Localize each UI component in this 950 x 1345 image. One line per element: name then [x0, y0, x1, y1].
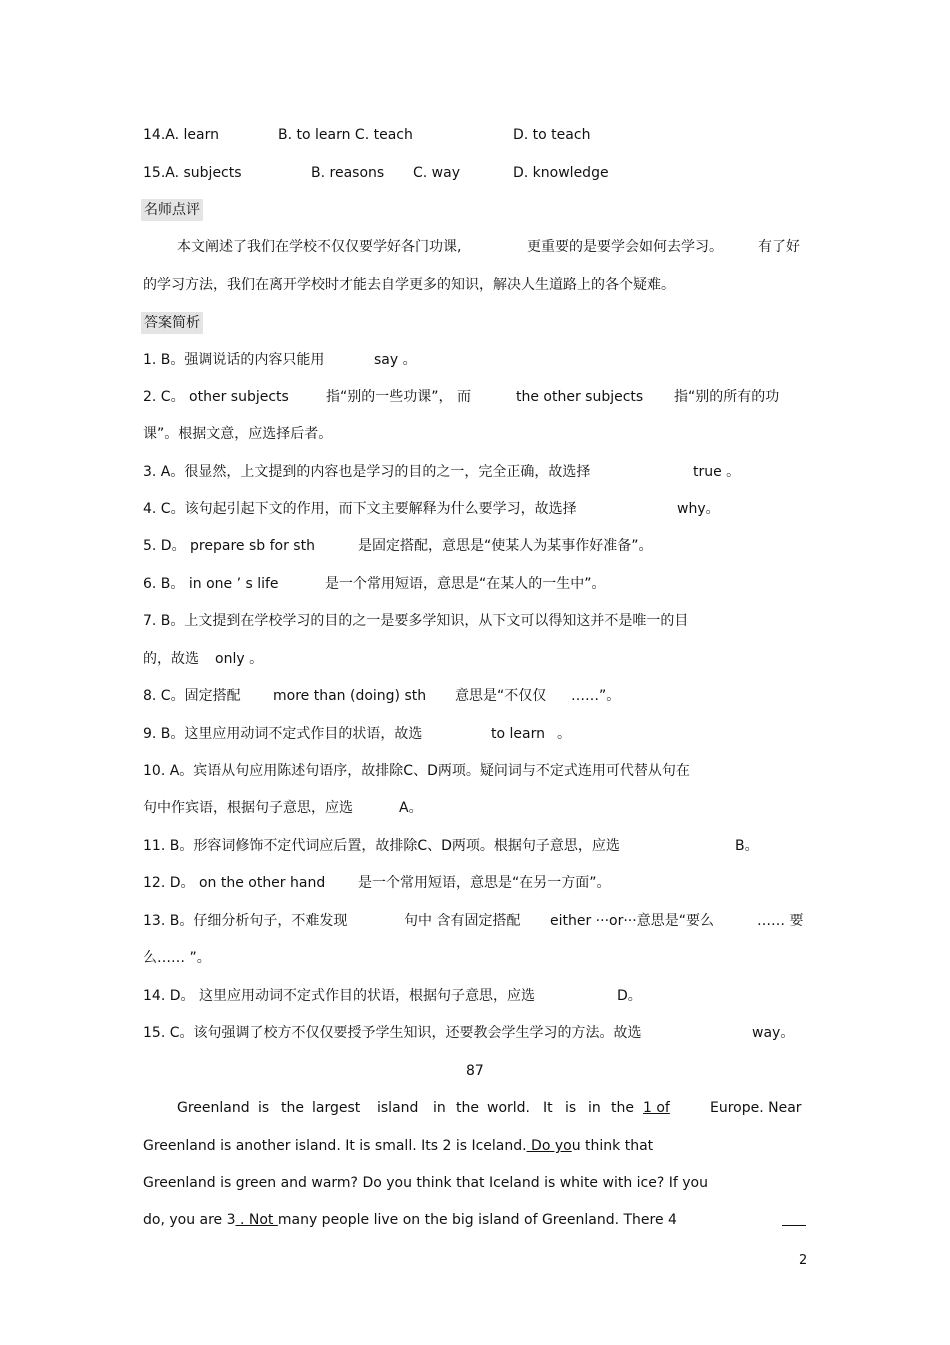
passage-blank-3: . Not: [235, 1212, 278, 1228]
answer-7-cont: 的，故选: [143, 651, 199, 667]
passage-word: largest: [312, 1100, 361, 1116]
answer-2-cont: 课”。根据文意，应选择后者。: [143, 426, 333, 442]
comment-text-1c: 有了好: [758, 239, 800, 255]
answer-2: 2. C。 other subjects: [143, 389, 289, 405]
answer-10: 10. A。宾语从句应用陈述句语序，故排除C、D两项。疑问词与不定式连用可代替从句在: [143, 763, 690, 779]
passage-word: Greenland: [177, 1100, 250, 1116]
answer-6-b: 是一个常用短语，意思是“在某人的一生中”。: [325, 576, 606, 592]
option-14-a: 14.A. learn: [143, 127, 219, 143]
answer-3-word: true 。: [693, 464, 741, 480]
passage-word: island: [377, 1100, 419, 1116]
answer-10-cont: 句中作宾语，根据句子意思，应选: [143, 800, 353, 816]
section-number: 87: [466, 1063, 484, 1079]
passage-line-2-text: Greenland is another island. It is small. Its 2 is Iceland.: [143, 1138, 527, 1154]
option-15-a: 15.A. subjects: [143, 165, 242, 181]
comment-text-1b: 更重要的是要学会如何去学习。: [527, 239, 723, 255]
answer-15-word: way。: [752, 1025, 795, 1041]
option-15-d: D. knowledge: [513, 165, 609, 181]
answer-4: 4. C。该句起引起下文的作用，而下文主要解释为什么要学习，故选择: [143, 501, 577, 517]
passage-word: in: [588, 1100, 601, 1116]
answer-1-word: say 。: [374, 352, 417, 368]
answer-10-word: A。: [399, 800, 423, 816]
comment-text-2: 的学习方法，我们在离开学校时才能去自学更多的知识，解决人生道路上的各个疑难。: [143, 277, 675, 293]
page-number: 2: [799, 1253, 808, 1268]
passage-word: in: [433, 1100, 446, 1116]
passage-word: the: [611, 1100, 634, 1116]
passage-word: world.: [487, 1100, 530, 1116]
option-14-d: D. to teach: [513, 127, 591, 143]
comment-label: 名师点评: [141, 199, 203, 221]
answer-13-b: 句中 含有固定搭配: [404, 913, 521, 929]
answer-7: 7. B。上文提到在学校学习的目的之一是要多学知识，从下文可以得知这并不是唯一的目: [143, 613, 689, 629]
answer-13-d: …… 要: [757, 913, 804, 929]
passage-line-2-underlined: Do yo: [526, 1138, 572, 1154]
answer-2-b: 指“别的一些功课”， 而: [326, 389, 471, 405]
answer-12-b: 是一个常用短语，意思是“在另一方面”。: [358, 875, 611, 891]
answer-9-end: 。: [557, 726, 571, 742]
answer-2-c: the other subjects: [516, 389, 644, 405]
passage-word: the: [456, 1100, 479, 1116]
passage-word: It: [543, 1100, 553, 1116]
passage-line-4: [143, 1210, 677, 1230]
answer-1: 1. B。强调说话的内容只能用: [143, 352, 325, 368]
passage-word: is: [258, 1100, 270, 1116]
passage-line-3: Greenland is green and warm? Do you think that Iceland is white with ice? If you: [143, 1175, 708, 1191]
comment-text-1: 本文阐述了我们在学校不仅仅要学好各门功课,: [177, 239, 462, 255]
answer-12: 12. D。 on the other hand: [143, 875, 326, 891]
answer-14-word: D。: [617, 988, 642, 1004]
option-15-b: B. reasons: [311, 165, 385, 181]
answer-5: 5. D。 prepare sb for sth: [143, 538, 315, 554]
passage-line-1-end: Europe. Near: [710, 1100, 802, 1116]
answer-9: 9. B。这里应用动词不定式作目的状语，故选: [143, 726, 423, 742]
answer-11: 11. B。形容词修饰不定代词应后置，故排除C、D两项。根据句子意思，应选: [143, 838, 620, 854]
passage-line-2: [143, 1136, 653, 1156]
passage-line-4-text: do, you are 3: [143, 1212, 236, 1228]
answer-11-word: B。: [735, 838, 759, 854]
answer-6: 6. B。 in one ’ s life: [143, 576, 279, 592]
option-15-c: C. way: [413, 165, 460, 181]
answer-13-c: either ···or···意思是“要么: [550, 913, 714, 929]
answers-label: 答案简析: [141, 312, 203, 334]
passage-blank-4-line: [782, 1225, 806, 1226]
answer-4-word: why。: [677, 501, 720, 517]
answer-8-c: 意思是“不仅仅: [455, 688, 547, 704]
answer-3: 3. A。很显然，上文提到的内容也是学习的目的之一，完全正确，故选择: [143, 464, 591, 480]
answer-8-d: ……”。: [571, 688, 621, 704]
passage-word: is: [565, 1100, 577, 1116]
answer-13-cont: 么…… ”。: [143, 950, 211, 966]
answer-15: 15. C。该句强调了校方不仅仅要授予学生知识，还要教会学生学习的方法。故选: [143, 1025, 642, 1041]
passage-word: the: [281, 1100, 304, 1116]
passage-line-2-end: u think that: [571, 1138, 654, 1154]
answer-8: 8. C。固定搭配: [143, 688, 241, 704]
answer-14: 14. D。 这里应用动词不定式作目的状语，根据句子意思，应选: [143, 988, 535, 1004]
option-14-bc: B. to learn C. teach: [278, 127, 413, 143]
answer-13: 13. B。仔细分析句子，不难发现: [143, 913, 348, 929]
passage-blank-1: 1 of: [643, 1100, 670, 1116]
answer-2-d: 指“别的所有的功: [674, 389, 780, 405]
answer-8-b: more than (doing) sth: [273, 688, 427, 704]
answer-9-word: to learn: [491, 726, 545, 742]
passage-line-4-end: many people live on the big island of Greenland. There 4: [277, 1212, 677, 1228]
answer-7-word: only 。: [215, 651, 264, 667]
answer-5-b: 是固定搭配，意思是“使某人为某事作好准备”。: [358, 538, 653, 554]
